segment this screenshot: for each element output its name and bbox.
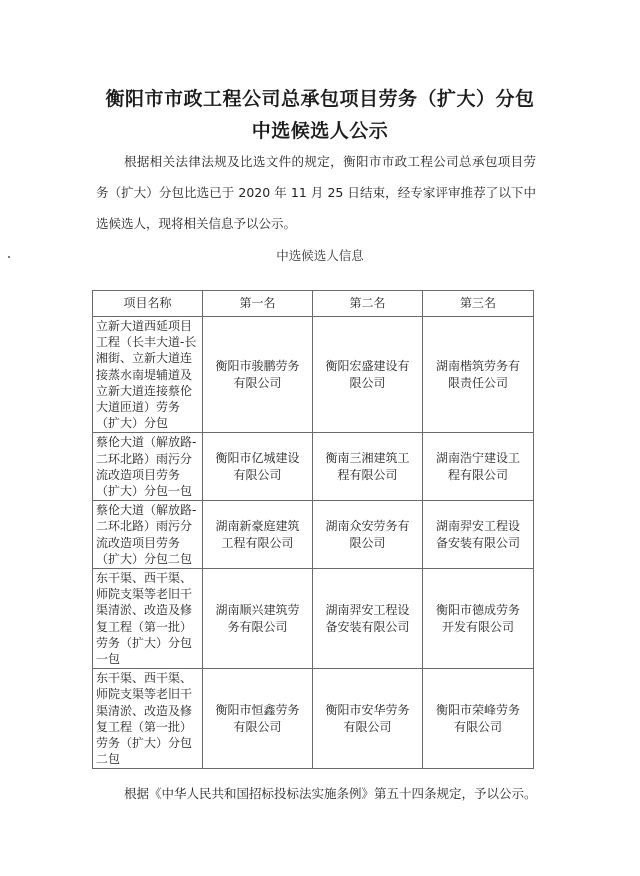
table-row <box>93 569 534 669</box>
header-first-place: 第一名 <box>203 291 313 317</box>
header-third-place: 第三名 <box>423 291 534 317</box>
table-row <box>93 669 534 769</box>
table-row <box>93 317 534 433</box>
first-place-cell: 衡阳市骏鹏劳务有限公司 <box>203 317 313 433</box>
scan-speck <box>8 256 10 258</box>
first-place-cell: 衡阳市亿城建设有限公司 <box>203 433 313 501</box>
project-name-cell: 东干渠、西干渠、师院支渠等老旧干渠清淤、改造及修复工程（第一批）劳务（扩大）分包二包 <box>93 669 203 769</box>
first-place-cell: 湖南顺兴建筑劳务有限公司 <box>203 569 313 669</box>
third-place-cell: 湖南楷筑劳务有限责任公司 <box>423 317 534 433</box>
table-row <box>93 433 534 501</box>
third-place-cell: 湖南浩宁建设工程有限公司 <box>423 433 534 501</box>
second-place-cell: 衡阳宏盛建设有限公司 <box>313 317 423 433</box>
table-caption: 中选候选人信息 <box>276 248 364 263</box>
first-place-cell: 湖南新豪庭建筑工程有限公司 <box>203 501 313 569</box>
third-place-cell: 湖南羿安工程设备安装有限公司 <box>423 501 534 569</box>
document-title-line2: 中选候选人公示 <box>251 120 389 142</box>
table-row <box>93 501 534 569</box>
second-place-cell: 衡南三湘建筑工程有限公司 <box>313 433 423 501</box>
project-name-cell: 立新大道西延项目工程（长丰大道-长湘街、立新大道连接蒸水南堤辅道及立新大道连接蔡伦大道匝道）劳务（扩大）分包 <box>93 317 203 433</box>
first-place-cell: 衡阳市恒鑫劳务有限公司 <box>203 669 313 769</box>
candidates-table <box>92 290 534 769</box>
second-place-cell: 衡阳市安华劳务有限公司 <box>313 669 423 769</box>
second-place-cell: 湖南众安劳务有限公司 <box>313 501 423 569</box>
closing-statement: 根据《中华人民共和国招标投标法实施条例》第五十四条规定，予以公示。 <box>124 786 537 801</box>
intro-paragraph: 根据相关法律法规及比选文件的规定，衡阳市市政工程公司总承包项目劳务（扩大）分包比选已于 2020 年 11 月 25 日结束，经专家评审推荐了以下中选候选人，现将相关信息予以公示。 <box>96 154 536 231</box>
header-second-place: 第二名 <box>313 291 423 317</box>
second-place-cell: 湖南羿安工程设备安装有限公司 <box>313 569 423 669</box>
project-name-cell: 东干渠、西干渠、师院支渠等老旧干渠清淤、改造及修复工程（第一批）劳务（扩大）分包一包 <box>93 569 203 669</box>
third-place-cell: 衡阳市荣峰劳务有限公司 <box>423 669 534 769</box>
third-place-cell: 衡阳市德成劳务开发有限公司 <box>423 569 534 669</box>
project-name-cell: 蔡伦大道（解放路-二环北路）雨污分流改造项目劳务（扩大）分包二包 <box>93 501 203 569</box>
document-title-line1: 衡阳市市政工程公司总承包项目劳务（扩大）分包 <box>105 88 535 110</box>
header-project-name: 项目名称 <box>93 291 203 317</box>
project-name-cell: 蔡伦大道（解放路-二环北路）雨污分流改造项目劳务（扩大）分包一包 <box>93 433 203 501</box>
table-header-row <box>93 291 534 317</box>
